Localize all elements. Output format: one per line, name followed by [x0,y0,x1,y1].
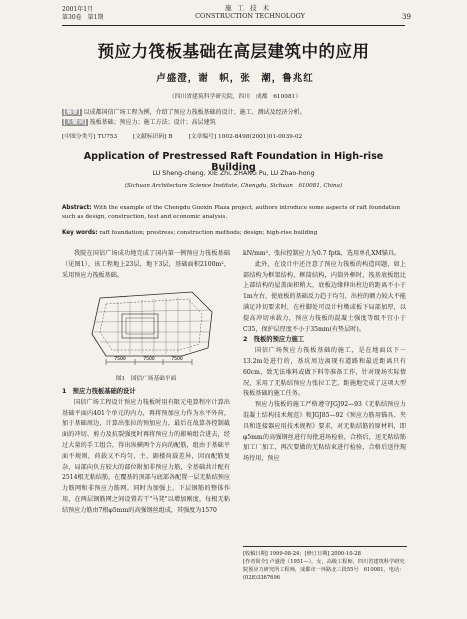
right-paragraph-4: 预应力筏板的施工严格遵守JGJ92—93《无粘结预应力混凝土结构技术规范》和JGJ85—92《预应力筋用锚具、夹具和连接器应用技术规程》要求，对无粘结筋的原材料，即φ5mm的高强钢丝进行每批进场检验，合格后，送无粘结筋加工厂加工，再次要做的无粘结束进行检验，合格后送往现场待用，预应 [243,401,406,463]
abstract-en-text: With the example of the Chengdu Guoxin Plaza project, authors introduce some aspects of raft foundation such as design, construction, test and economic analysis. [62,205,401,220]
keywords-en-label: Key words: [62,230,98,236]
tendon-grid [94,297,210,354]
keywords-cn-text: 筏板基础；预应力；施工方法；设计；高层建筑 [89,119,216,126]
foundation-plan-drawing [62,290,230,370]
journal-name [150,5,350,20]
issue-year: 2001年1月 [62,6,94,13]
paper-title-cn: 预应力筏板基础在高层建筑中的应用 [97,42,370,61]
abstract-cn-text: 以成都国信广场工程为例，介绍了预应力筏板基础的设计、施工、测试及经济分析。 [83,109,306,116]
footnote-box [243,546,407,605]
keywords-cn [62,118,407,127]
keywords-cn-label: [关键词] [63,119,87,126]
header-divider [62,25,405,26]
keywords-en-text: raft foundation; prestress; construction methods; design; high-rise building [99,230,318,236]
affiliation-en: (Sichuan Architecture Science Institute, Chengdu, Sichuan 610081, China) [124,183,343,189]
authors-en: LU Sheng-cheng, XIE Zhi, ZHANG Pu, LU Zhao-hong [152,170,315,177]
abstract-cn [62,108,407,117]
document-code: [文献标识码] B [133,134,173,140]
abstract-en-label: Abstract: [62,205,92,211]
clc-number: [中图分类号] TU753 [62,134,118,140]
paper-title-en: Application of Prestressed Raft Foundation in High-rise Building [83,151,384,173]
intro-paragraph: 我院在国信广场成功地完成了国内第一例预应力筏板基础（见图1），该工程地上23层，地下3层，基础面积2100m²，采用预应力筏板基础。 [62,250,230,279]
section-2-heading: 2 筏板的预应力施工 [243,336,305,344]
article-number: [文章编号] 1002-8498(2001)01-0039-02 [188,134,303,140]
journal-name-cn: 施工技术 [225,4,275,12]
keywords-en [62,229,405,237]
right-paragraph-2: 此外，在设计中还注意了预应力筏板的构造问题，如上部结构为框架结构，框筒结构，内筒外框时，筏基底板组比上部结构的屋盖面积稍大，底板边缘伸出柱边的距离不小于1m左右，使底板的基础反力趋于均匀，出柱的额力较大不能满足冲切要求时，在柱脚处可设计柱墩或板下局部加厚，以提高冲切承载力，预应力筏板的混凝土强度等级不宜小于C35，保护层厚度不小于35mm(有垫层时)。 [243,260,406,333]
dimension-label-1: 7500 [114,357,126,362]
abstract-cn-label: [摘要] [63,109,81,116]
page-number: 39 [402,13,411,21]
section-1 [62,387,230,517]
affiliation-cn: （四川省建筑科学研究院，四川 成都 610081） [168,94,302,100]
classification-line [62,131,407,140]
received-date: [收稿日期] 1999-08-24；[修订日期] 2000-10-28 [243,551,361,557]
foundation-outline [92,292,212,356]
body-intro [62,249,230,281]
figure-caption: 图1 国信广场基础平面 [115,376,177,382]
raft-inner-outline [100,299,202,350]
core-tube [122,314,158,338]
dimension-label-3: 7500 [171,357,183,362]
figure-foundation-plan [62,290,230,370]
journal-name-en: CONSTRUCTION TECHNOLOGY [195,11,305,20]
author-biography: [作者简介] 卢盛澄（1951—），女，高级工程师，四川省建筑科学研究院预应力研究所工程师，成都市一环路北三段55号 610081，电话：(028)3367696 [243,559,405,581]
body-right-column [243,249,406,465]
section-1-heading: 1 预应力筏板基础的设计 [62,388,136,395]
core-tube-inner [126,318,154,334]
authors-cn: 卢盛澄，谢 帜，张 潮，鲁兆红 [156,73,314,84]
dimension-label-2: 7500 [143,357,155,362]
issue-volume: 第30卷 第1期 [62,14,104,21]
section-1-paragraph: 国信广场工程设计预应力筏板时用有限元电算程序计算出基础平面内401个单元的内力，再将预加应力作为水平外荷，加于基础周边，计算出张拉的预加应力，最后在故算各控制截面的冲切、剪力及抗裂强度时再将预应力的影响组合进去，经过大量的手工组合，得出纵横两个方向的配筋，组由于基础平面不规则，荷载又不均匀，主、副楼荷载差异，因而配筋复杂，局部向负方较大的部位附加非预应力筋，全基础共计配有2514根无粘结筋，在覆基的顶部与底部各配置一层无粘结预应力筋网和非预应力筋网。同时为加强上、下层钢筋的整体作用，在两层钢筋网之间设置若干"马凳"以增加刚度，每根无粘结预应力筋由7根φ5mm的高强钢丝组成，其强度为1570 [62,398,230,514]
right-paragraph-3: 国信广场预应力筏板基础的施工，是在地面以下－13.2m处进行的，基坑周边离现有道路和最近距离只有60cm，致无法堆料或做下料等准备工作，针对现场实际情况，采用了无粘结预应力张拉工艺，距施地完成了这项大型筏板基础的施工任务。 [243,347,406,398]
right-paragraph-1: kN/mm²，张拉控制应力为0.7 fptk，选用单孔XM锚具。 [243,250,401,257]
issue-info [62,6,103,22]
abstract-en [62,204,405,221]
